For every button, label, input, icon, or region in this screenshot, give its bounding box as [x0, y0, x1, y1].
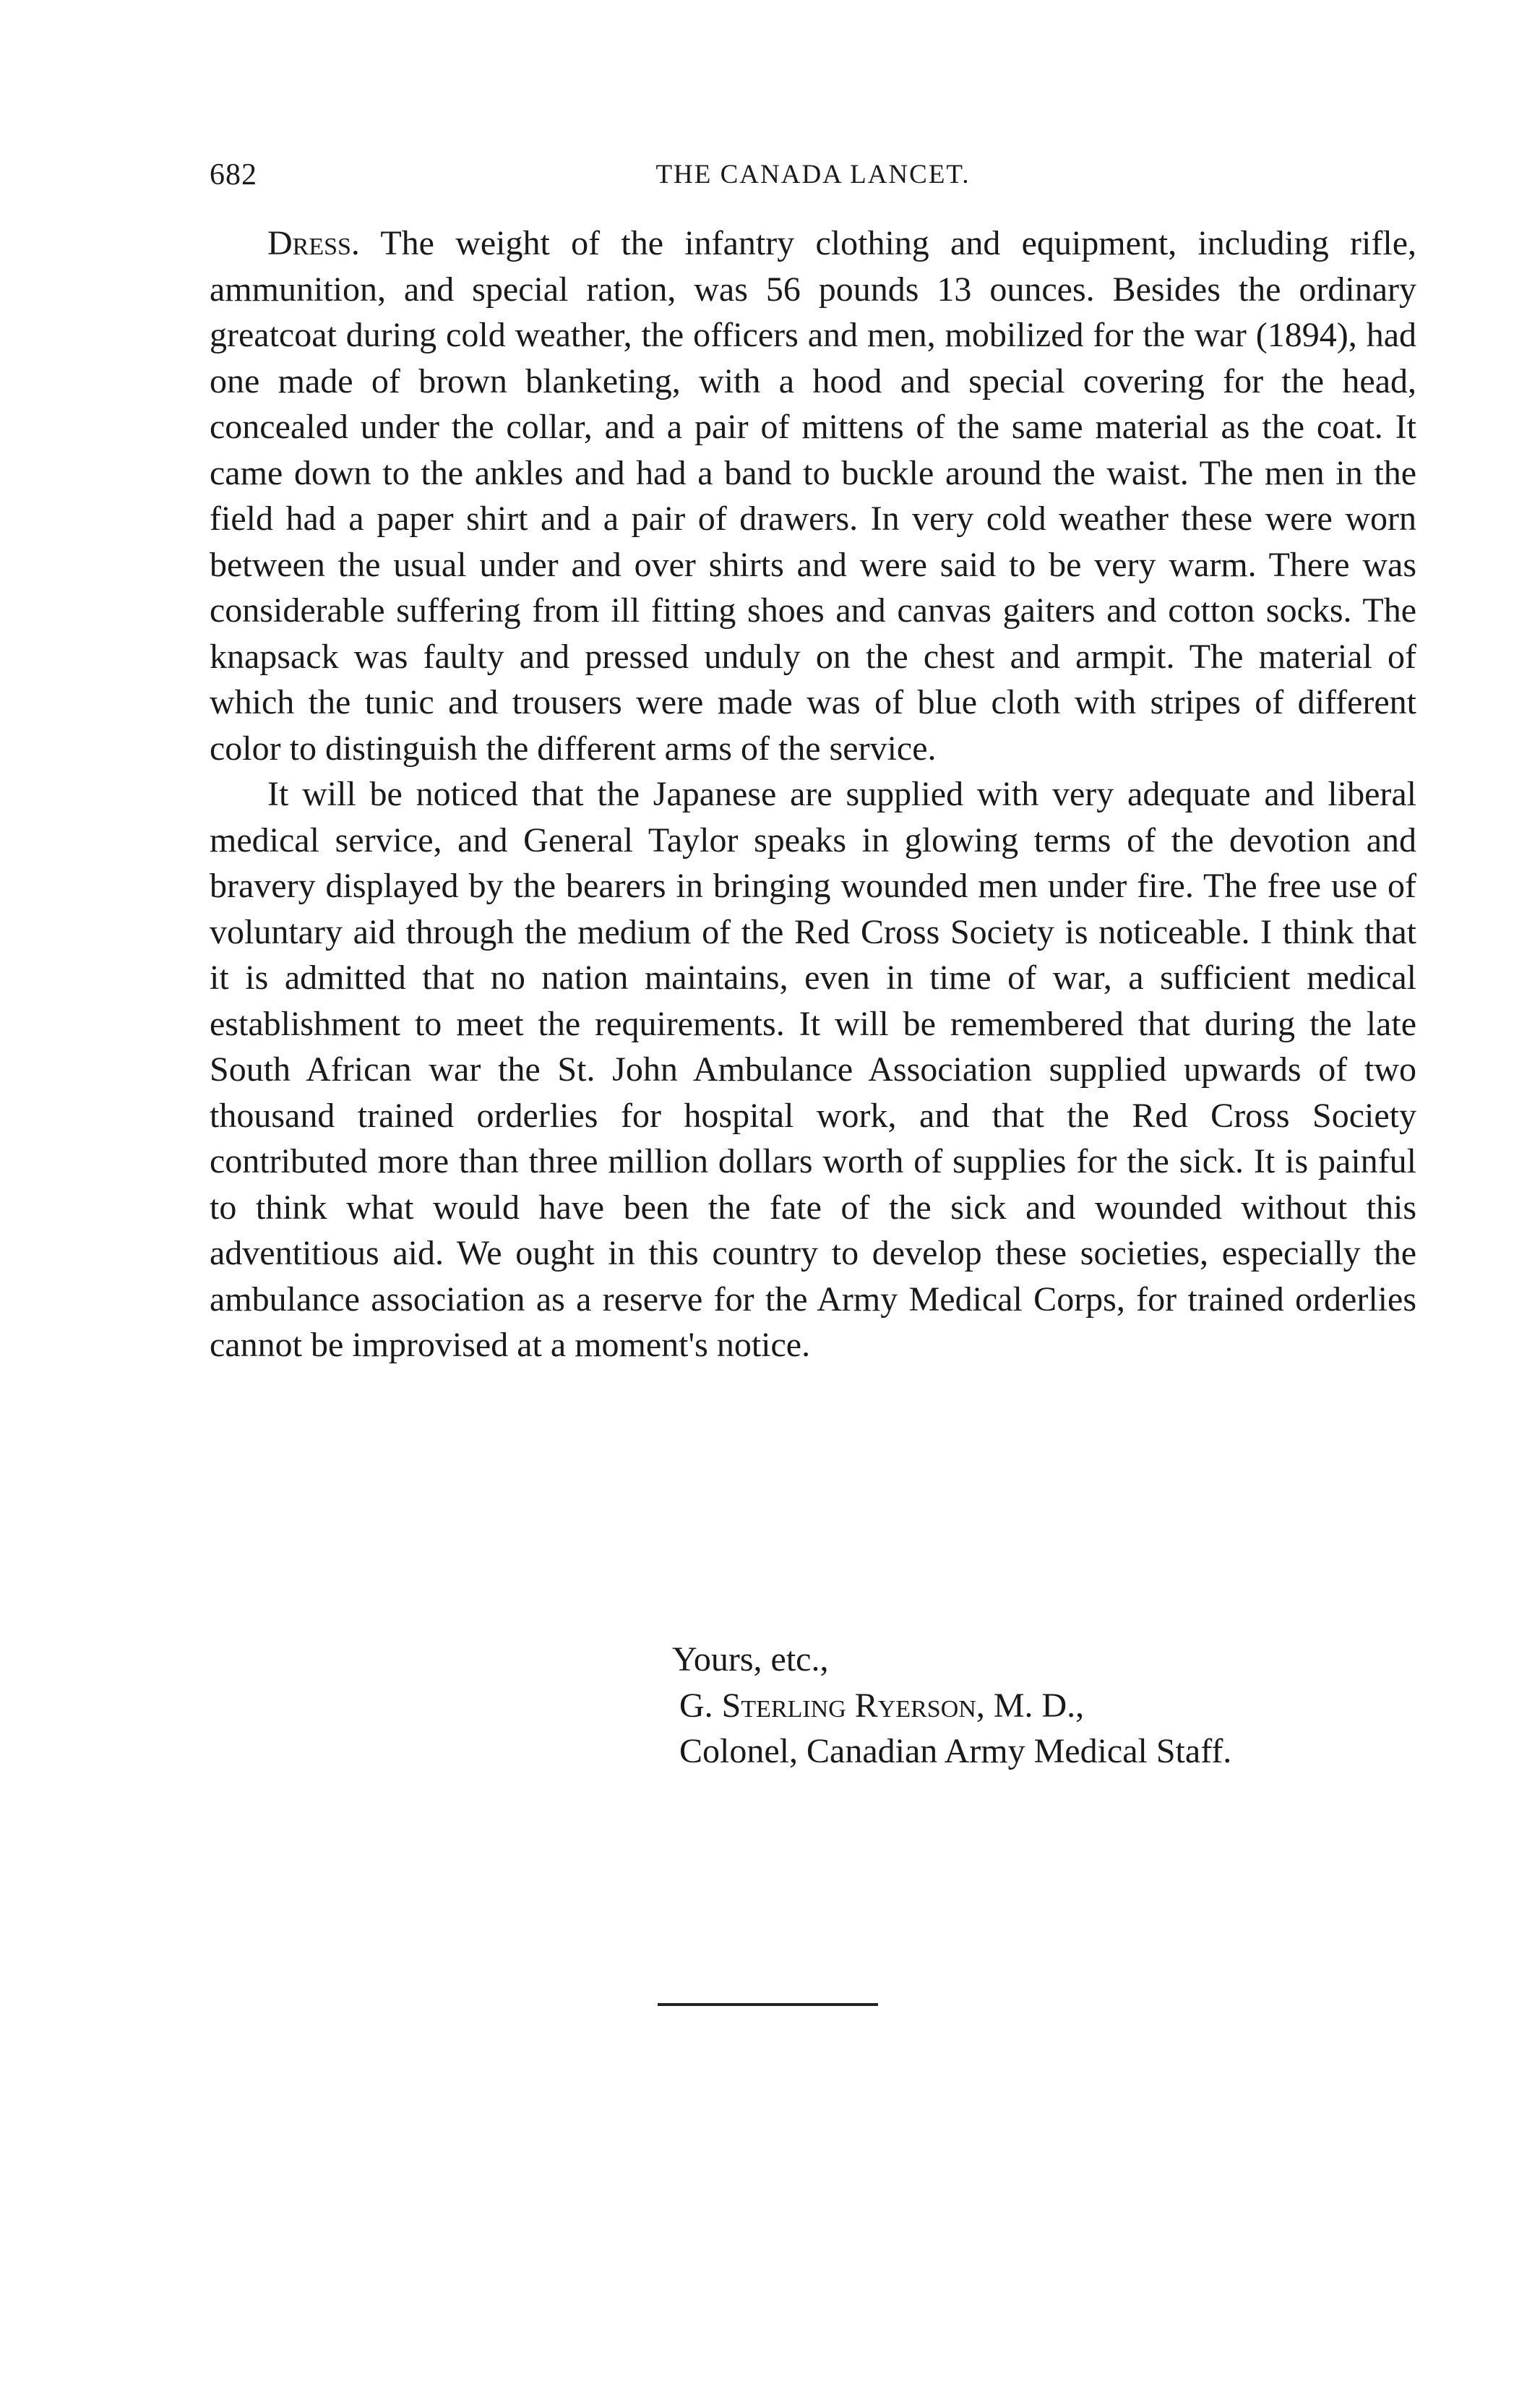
letter-signoff — [210, 1637, 1416, 1775]
paragraph-1-text: The weight of the infantry clothing and equipment, including rifle, ammunition, and special ration, was 56 pounds 13 ounces. Besides the ordinary greatcoat during cold weather, the officers and men, mobilized for the war (1894), had one made of brown blanketing, with a hood and special covering for the head, concealed under the collar, and a pair of mittens of the same material as the coat. It came down to the ankles and had a band to buckle around the waist. The men in the field had a paper shirt and a pair of drawers. In very cold weather these were worn between the usual under and over shirts and were said to be very warm. There was considerable suffering from ill fitting shoes and canvas gaiters and cotton socks. The knapsack was faulty and pressed unduly on the chest and armpit. The material of which the tunic and trousers were made was of blue cloth with stripes of different color to distinguish the different arms of the service. — [210, 224, 1416, 768]
section-divider-rule — [658, 2003, 878, 2006]
author-title: Colonel, Canadian Army Medical Staff. — [679, 1732, 1232, 1770]
article-body — [210, 220, 1416, 1368]
run-in-heading: Dress. — [267, 224, 360, 262]
page-number: 682 — [210, 158, 257, 192]
signature-suffix: , M. D., — [976, 1686, 1085, 1725]
paragraph-2-text: It will be noticed that the Japanese are supplied with very adequate and liberal medical service, and General Taylor speaks in glowing terms of the devotion and bravery displayed by the bearers in bringing wounded men under fire. The free use of voluntary aid through the medium of the Red Cross Society is noticeable. I think that it is admitted that no nation maintains, even in time of war, a sufficient medical establishment to meet the requirements. It will be remembered that during the late South African war the St. John Ambulance Association supplied upwards of two thousand trained orderlies for hospital work, and that the Red Cross Society contributed more than three million dollars worth of supplies for the sick. It is painful to think what would have been the fate of the sick and wounded without this adventitious aid. We ought in this country to develop these societies, especially the ambulance association as a reserve for the Army Medical Corps, for trained orderlies cannot be improvised at a moment's notice. — [210, 775, 1416, 1364]
signature-line — [210, 1683, 1416, 1729]
paragraph-medical-service — [210, 771, 1416, 1368]
running-head — [210, 158, 1416, 201]
closing-line: Yours, etc., — [672, 1640, 829, 1679]
paragraph-dress — [210, 220, 1416, 771]
journal-title: THE CANADA LANCET. — [655, 160, 971, 189]
signature-name: Sterling Ryerson — [721, 1686, 976, 1725]
signature-prefix: G. — [679, 1686, 722, 1725]
